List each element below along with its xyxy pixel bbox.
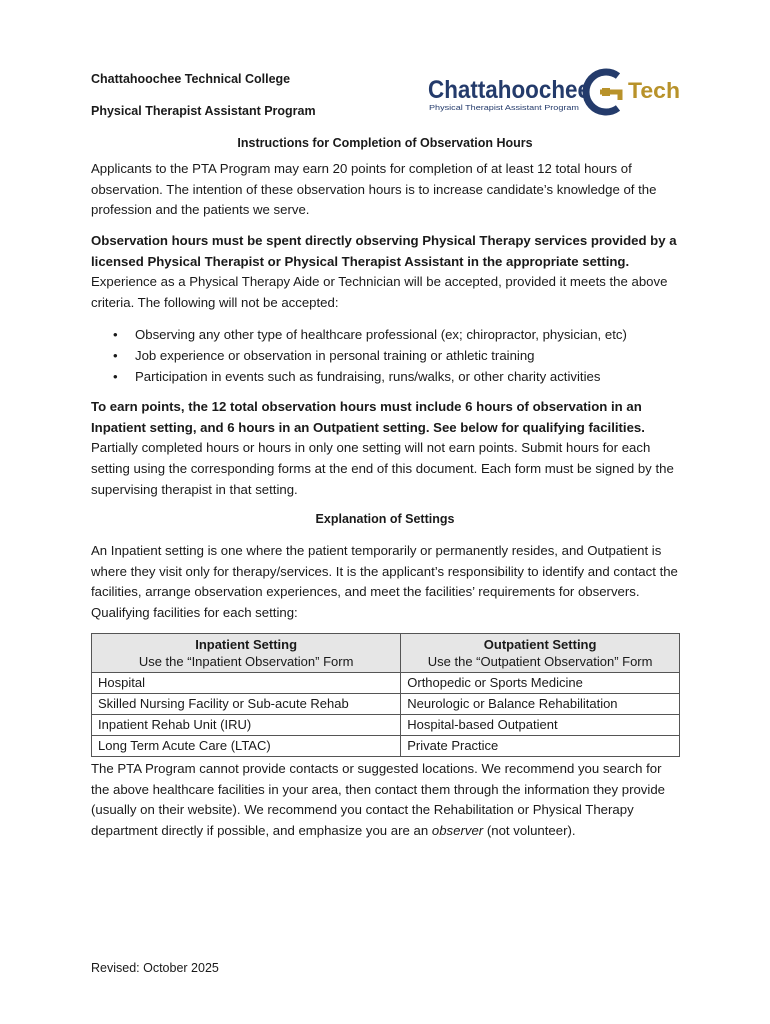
contacts-text-2: (not volunteer). — [483, 823, 576, 839]
program-name: Physical Therapist Assistant Program — [91, 104, 316, 118]
list-item — [91, 345, 681, 366]
list-item-text: Observing any other type of healthcare professional (ex; chiropractor, physician, etc) — [135, 327, 627, 342]
logo-word-tech: Tech — [628, 78, 680, 103]
logo-c-emblem-icon — [586, 72, 620, 112]
table-cell: Neurologic or Balance Rehabilitation — [401, 694, 680, 715]
table-cell: Skilled Nursing Facility or Sub-acute Rehab — [92, 694, 401, 715]
contacts-emphasis: observer — [431, 823, 484, 839]
table-row — [92, 715, 680, 736]
table-row — [92, 694, 680, 715]
list-item-text: Participation in events such as fundraising, runs/walks, or other charity activities — [135, 369, 601, 385]
list-item — [91, 366, 681, 387]
settings-intro-paragraph: An Inpatient setting is one where the patient temporarily or permanently resides, and Outpatient is where they visit only for therapy/services. It is the applicant’s responsibility to identify and contact the facilities, arrange observation experiences, and meet the facilities’ requirements for observers. Qualifying facilities for each setting: — [91, 543, 678, 621]
outpatient-header: Outpatient Setting — [483, 637, 597, 652]
settings-title: Explanation of Settings — [315, 512, 455, 526]
table-cell: Long Term Acute Care (LTAC) — [92, 736, 401, 757]
outpatient-form-note: Use the “Outpatient Observation” Form — [427, 654, 653, 669]
not-accepted-list — [91, 324, 681, 388]
requirements-bold-text: Observation hours must be spent directly observing Physical Therapy services provided by a licensed Physical Therapist or Physical Therapist Assistant in the appropriate setting. — [91, 233, 677, 269]
requirements-text: Experience as a Physical Therapy Aide or Technician will be accepted, provided it meets the above criteria. The following will not be accepted: — [91, 274, 668, 311]
inpatient-header: Inpatient Setting — [195, 637, 298, 652]
bullet-icon: • — [113, 348, 118, 364]
document-title: Instructions for Completion of Observation Hours — [237, 136, 533, 150]
table-cell: Hospital-based Outpatient — [401, 715, 680, 736]
settings-table — [91, 633, 680, 757]
table-cell: Private Practice — [401, 736, 680, 757]
revision-footer: Revised: October 2025 — [91, 961, 219, 975]
inpatient-header-cell — [92, 634, 401, 673]
table-cell: Orthopedic or Sports Medicine — [401, 673, 680, 694]
bullet-icon: • — [113, 327, 118, 342]
list-item — [91, 324, 681, 345]
chattahoochee-tech-logo — [428, 68, 680, 116]
table-cell: Inpatient Rehab Unit (IRU) — [92, 715, 401, 736]
table-row — [92, 673, 680, 694]
contacts-paragraph — [91, 759, 681, 842]
list-item-text: Job experience or observation in personal training or athletic training — [135, 348, 535, 364]
table-header-row — [92, 634, 680, 673]
logo-tagline: Physical Therapist Assistant Program — [429, 103, 579, 112]
intro-paragraph: Applicants to the PTA Program may earn 20 points for completion of at least 12 total hours of observation. The intention of these observation hours is to increase candidate’s knowledge of the profession and the patients we serve. — [91, 161, 657, 218]
points-bold-text: To earn points, the 12 total observation hours must include 6 hours of observation in an Inpatient setting, and 6 hours in an Outpatient setting. See below for qualifying facilities. — [91, 399, 645, 435]
contacts-text-1: The PTA Program cannot provide contacts or suggested locations. We recommend you search for the above healthcare facilities in your area, then contact them through the information they provide (usually on their website). We recommend you contact the Rehabilitation or Physical Therapy department directly if possible, and emphasize you are an — [91, 761, 665, 839]
outpatient-header-cell — [401, 634, 680, 673]
table-cell: Hospital — [92, 673, 401, 694]
table-row — [92, 736, 680, 757]
points-text: Partially completed hours or hours in only one setting will not earn points. Submit hours for each setting using the corresponding forms at the end of this document. Each form must be signed by the supervising therapist in that setting. — [91, 440, 674, 497]
requirements-paragraph — [91, 231, 681, 314]
college-name: Chattahoochee Technical College — [91, 72, 291, 86]
logo-word-chattahoochee: Chattahoochee — [428, 76, 591, 104]
bullet-icon: • — [113, 369, 118, 385]
points-paragraph — [91, 397, 681, 501]
inpatient-form-note: Use the “Inpatient Observation” Form — [138, 654, 354, 669]
